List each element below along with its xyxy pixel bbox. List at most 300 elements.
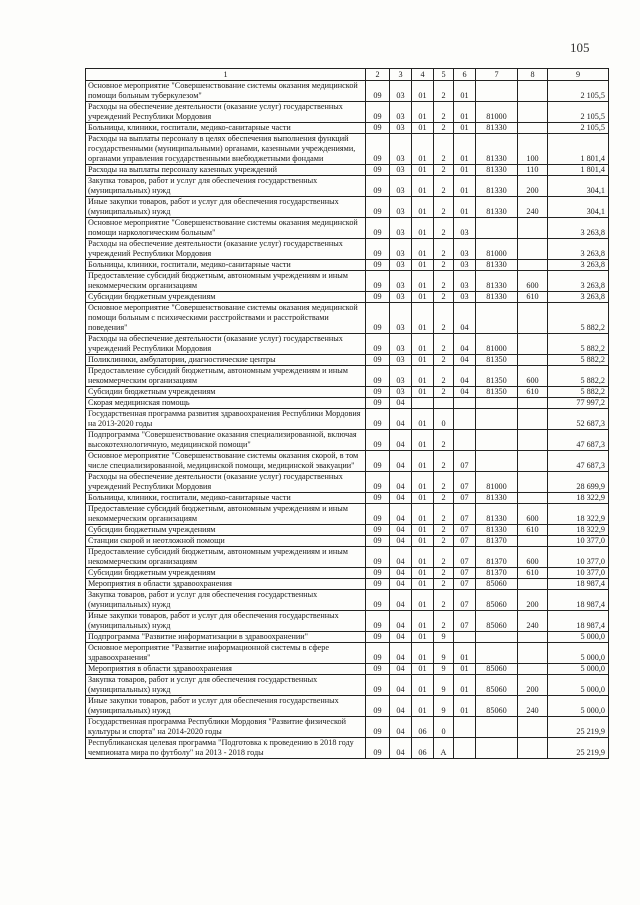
amount-cell: 5 882,2 (548, 334, 609, 355)
item-name-cell: Закупка товаров, работ и услуг для обеспечения государственных (муниципальных) нужд (86, 590, 366, 611)
ministry-code-cell: 09 (366, 260, 390, 271)
amount-cell: 3 263,8 (548, 292, 609, 303)
ministry-code-cell: 09 (366, 303, 390, 334)
subprogram-code-cell: 07 (454, 547, 476, 568)
ministry-code-cell: 09 (366, 355, 390, 366)
item-name-cell: Субсидии бюджетным учреждениям (86, 292, 366, 303)
section-code-cell: 04 (390, 632, 412, 643)
subprogram-code-cell: 01 (454, 102, 476, 123)
subprogram-code-cell (454, 632, 476, 643)
subprogram-code-cell: 07 (454, 451, 476, 472)
article-code-cell (476, 81, 518, 102)
expense-type-cell (518, 218, 548, 239)
article-code-cell: 81330 (476, 197, 518, 218)
subsection-code-cell: 01 (412, 472, 434, 493)
amount-cell: 47 687,3 (548, 451, 609, 472)
subprogram-code-cell: 01 (454, 675, 476, 696)
program-code-cell: 2 (434, 525, 454, 536)
amount-cell: 18 322,9 (548, 504, 609, 525)
subprogram-code-cell: 03 (454, 218, 476, 239)
expense-type-cell (518, 643, 548, 664)
subsection-code-cell: 01 (412, 611, 434, 632)
item-name-cell: Иные закупки товаров, работ и услуг для обеспечения государственных (муниципальных) нужд (86, 611, 366, 632)
section-code-cell: 04 (390, 493, 412, 504)
item-name-cell: Подпрограмма "Развитие информатизации в здравоохранении" (86, 632, 366, 643)
expense-type-cell (518, 664, 548, 675)
item-name-cell: Расходы на обеспечение деятельности (оказание услуг) государственных учреждений Республики Мордовия (86, 472, 366, 493)
subsection-code-cell: 01 (412, 590, 434, 611)
section-code-cell: 03 (390, 176, 412, 197)
item-name-cell: Больницы, клиники, госпитали, медико-санитарные части (86, 123, 366, 134)
subsection-code-cell: 06 (412, 738, 434, 759)
ministry-code-cell: 09 (366, 271, 390, 292)
section-code-cell: 03 (390, 292, 412, 303)
expense-type-cell (518, 472, 548, 493)
subprogram-code-cell: 07 (454, 504, 476, 525)
subsection-code-cell: 01 (412, 675, 434, 696)
amount-cell: 2 105,5 (548, 102, 609, 123)
subsection-code-cell: 06 (412, 717, 434, 738)
subprogram-code-cell: 04 (454, 355, 476, 366)
ministry-code-cell: 09 (366, 334, 390, 355)
table-row (86, 717, 609, 738)
program-code-cell: 2 (434, 239, 454, 260)
subsection-code-cell: 01 (412, 632, 434, 643)
expense-type-cell: 240 (518, 197, 548, 218)
subsection-code-cell: 01 (412, 525, 434, 536)
ministry-code-cell: 09 (366, 472, 390, 493)
section-code-cell: 03 (390, 134, 412, 165)
article-code-cell: 81330 (476, 292, 518, 303)
item-name-cell: Больницы, клиники, госпитали, медико-санитарные части (86, 260, 366, 271)
table-row (86, 134, 609, 165)
amount-cell: 47 687,3 (548, 430, 609, 451)
article-code-cell: 81000 (476, 239, 518, 260)
subsection-code-cell: 01 (412, 451, 434, 472)
subsection-code-cell: 01 (412, 176, 434, 197)
program-code-cell: 2 (434, 493, 454, 504)
expense-type-cell (518, 355, 548, 366)
header-cell: 5 (434, 69, 454, 81)
section-code-cell: 04 (390, 643, 412, 664)
amount-cell: 5 882,2 (548, 303, 609, 334)
subsection-code-cell: 01 (412, 430, 434, 451)
item-name-cell: Основное мероприятие "Совершенствование системы оказания скорой, в том числе специализированной, медицинской помощи, медицинской эвакуации" (86, 451, 366, 472)
amount-cell: 18 987,4 (548, 611, 609, 632)
section-code-cell: 03 (390, 303, 412, 334)
program-code-cell: 2 (434, 303, 454, 334)
amount-cell: 3 263,8 (548, 260, 609, 271)
table-row (86, 493, 609, 504)
ministry-code-cell: 09 (366, 430, 390, 451)
amount-cell: 10 377,0 (548, 568, 609, 579)
subprogram-code-cell: 07 (454, 525, 476, 536)
ministry-code-cell: 09 (366, 409, 390, 430)
subprogram-code-cell: 01 (454, 176, 476, 197)
section-code-cell: 04 (390, 451, 412, 472)
program-code-cell: 2 (434, 260, 454, 271)
table-row (86, 239, 609, 260)
article-code-cell (476, 632, 518, 643)
ministry-code-cell: 09 (366, 696, 390, 717)
article-code-cell: 81330 (476, 165, 518, 176)
subsection-code-cell: 01 (412, 271, 434, 292)
item-name-cell: Субсидии бюджетным учреждениям (86, 568, 366, 579)
section-code-cell: 04 (390, 579, 412, 590)
subprogram-code-cell: 01 (454, 81, 476, 102)
ministry-code-cell: 09 (366, 451, 390, 472)
ministry-code-cell: 09 (366, 239, 390, 260)
item-name-cell: Расходы на выплаты персоналу казенных учреждений (86, 165, 366, 176)
ministry-code-cell: 09 (366, 102, 390, 123)
amount-cell: 25 219,9 (548, 738, 609, 759)
amount-cell: 18 322,9 (548, 525, 609, 536)
expense-type-cell (518, 81, 548, 102)
article-code-cell: 81350 (476, 355, 518, 366)
subprogram-code-cell: 07 (454, 590, 476, 611)
subprogram-code-cell: 03 (454, 260, 476, 271)
article-code-cell: 81000 (476, 102, 518, 123)
expense-type-cell: 240 (518, 696, 548, 717)
ministry-code-cell: 09 (366, 134, 390, 165)
article-code-cell (476, 398, 518, 409)
expense-type-cell (518, 579, 548, 590)
item-name-cell: Предоставление субсидий бюджетным, автономным учреждениям и иным некоммерческим организациям (86, 366, 366, 387)
expense-type-cell: 600 (518, 547, 548, 568)
expense-type-cell (518, 123, 548, 134)
expense-type-cell (518, 398, 548, 409)
item-name-cell: Иные закупки товаров, работ и услуг для обеспечения государственных (муниципальных) нужд (86, 197, 366, 218)
article-code-cell: 81370 (476, 547, 518, 568)
subprogram-code-cell: 04 (454, 303, 476, 334)
subsection-code-cell: 01 (412, 197, 434, 218)
program-code-cell: 2 (434, 81, 454, 102)
amount-cell: 2 105,5 (548, 123, 609, 134)
item-name-cell: Государственная программа Республики Мордовия "Развитие физической культуры и спорта" на 2014-2020 годы (86, 717, 366, 738)
table-row (86, 547, 609, 568)
table-row (86, 409, 609, 430)
subprogram-code-cell: 07 (454, 611, 476, 632)
ministry-code-cell: 09 (366, 197, 390, 218)
ministry-code-cell: 09 (366, 738, 390, 759)
amount-cell: 3 263,8 (548, 271, 609, 292)
ministry-code-cell: 09 (366, 611, 390, 632)
article-code-cell: 81330 (476, 504, 518, 525)
expense-type-cell: 200 (518, 590, 548, 611)
section-code-cell: 04 (390, 430, 412, 451)
amount-cell: 5 000,0 (548, 675, 609, 696)
subprogram-code-cell: 01 (454, 643, 476, 664)
amount-cell: 5 000,0 (548, 643, 609, 664)
expense-type-cell: 240 (518, 611, 548, 632)
article-code-cell (476, 409, 518, 430)
table-row (86, 590, 609, 611)
item-name-cell: Расходы на обеспечение деятельности (оказание услуг) государственных учреждений Республики Мордовия (86, 334, 366, 355)
table-row (86, 271, 609, 292)
program-code-cell: 2 (434, 102, 454, 123)
table-row (86, 303, 609, 334)
article-code-cell: 85060 (476, 579, 518, 590)
section-code-cell: 03 (390, 165, 412, 176)
program-code-cell: 2 (434, 387, 454, 398)
article-code-cell: 81000 (476, 334, 518, 355)
table-row (86, 387, 609, 398)
header-cell: 3 (390, 69, 412, 81)
subprogram-code-cell: 07 (454, 536, 476, 547)
program-code-cell: 2 (434, 355, 454, 366)
subprogram-code-cell (454, 398, 476, 409)
ministry-code-cell: 09 (366, 632, 390, 643)
amount-cell: 3 263,8 (548, 239, 609, 260)
ministry-code-cell: 09 (366, 292, 390, 303)
article-code-cell: 85060 (476, 611, 518, 632)
subprogram-code-cell: 03 (454, 271, 476, 292)
item-name-cell: Основное мероприятие "Совершенствование системы оказания медицинской помощи наркологическим больным" (86, 218, 366, 239)
expense-type-cell (518, 260, 548, 271)
program-code-cell (434, 398, 454, 409)
table-row (86, 643, 609, 664)
section-code-cell: 03 (390, 239, 412, 260)
ministry-code-cell: 09 (366, 643, 390, 664)
program-code-cell: 9 (434, 664, 454, 675)
item-name-cell: Предоставление субсидий бюджетным, автономным учреждениям и иным некоммерческим организациям (86, 547, 366, 568)
amount-cell: 18 987,4 (548, 579, 609, 590)
amount-cell: 77 997,2 (548, 398, 609, 409)
item-name-cell: Подпрограмма "Совершенствование оказания специализированной, включая высокотехнологичную, медицинской помощи" (86, 430, 366, 451)
subsection-code-cell: 01 (412, 409, 434, 430)
article-code-cell: 81350 (476, 366, 518, 387)
section-code-cell: 04 (390, 409, 412, 430)
expense-type-cell (518, 717, 548, 738)
table-row (86, 664, 609, 675)
subsection-code-cell: 01 (412, 81, 434, 102)
program-code-cell: 0 (434, 717, 454, 738)
program-code-cell: 9 (434, 696, 454, 717)
expense-type-cell: 610 (518, 387, 548, 398)
article-code-cell (476, 643, 518, 664)
amount-cell: 25 219,9 (548, 717, 609, 738)
header-cell: 2 (366, 69, 390, 81)
table-header-row (86, 69, 609, 81)
subprogram-code-cell: 04 (454, 366, 476, 387)
subprogram-code-cell: 01 (454, 696, 476, 717)
subsection-code-cell: 01 (412, 260, 434, 271)
item-name-cell: Скорая медицинская помощь (86, 398, 366, 409)
table-row (86, 398, 609, 409)
amount-cell: 18 987,4 (548, 590, 609, 611)
subprogram-code-cell: 07 (454, 472, 476, 493)
program-code-cell: 9 (434, 675, 454, 696)
section-code-cell: 04 (390, 504, 412, 525)
section-code-cell: 03 (390, 81, 412, 102)
article-code-cell (476, 717, 518, 738)
subsection-code-cell: 01 (412, 568, 434, 579)
section-code-cell: 04 (390, 525, 412, 536)
table-row (86, 525, 609, 536)
table-row (86, 738, 609, 759)
item-name-cell: Основное мероприятие "Развитие информационной системы в сфере здравоохранения" (86, 643, 366, 664)
item-name-cell: Расходы на обеспечение деятельности (оказание услуг) государственных учреждений Республики Мордовия (86, 239, 366, 260)
ministry-code-cell: 09 (366, 81, 390, 102)
section-code-cell: 03 (390, 123, 412, 134)
subsection-code-cell: 01 (412, 292, 434, 303)
expense-type-cell: 610 (518, 292, 548, 303)
subsection-code-cell: 01 (412, 643, 434, 664)
program-code-cell: 2 (434, 176, 454, 197)
article-code-cell: 85060 (476, 664, 518, 675)
amount-cell: 304,1 (548, 176, 609, 197)
subsection-code-cell: 01 (412, 334, 434, 355)
ministry-code-cell: 09 (366, 123, 390, 134)
section-code-cell: 04 (390, 536, 412, 547)
article-code-cell: 81330 (476, 176, 518, 197)
item-name-cell: Мероприятия в области здравоохранения (86, 664, 366, 675)
article-code-cell: 81000 (476, 472, 518, 493)
amount-cell: 28 699,9 (548, 472, 609, 493)
ministry-code-cell: 09 (366, 590, 390, 611)
program-code-cell: 9 (434, 632, 454, 643)
article-code-cell: 81370 (476, 536, 518, 547)
subprogram-code-cell: 03 (454, 292, 476, 303)
program-code-cell: 2 (434, 611, 454, 632)
article-code-cell (476, 430, 518, 451)
amount-cell: 52 687,3 (548, 409, 609, 430)
section-code-cell: 03 (390, 218, 412, 239)
section-code-cell: 04 (390, 398, 412, 409)
item-name-cell: Субсидии бюджетным учреждениям (86, 525, 366, 536)
expense-type-cell (518, 632, 548, 643)
header-cell: 6 (454, 69, 476, 81)
expense-type-cell (518, 303, 548, 334)
subprogram-code-cell: 01 (454, 197, 476, 218)
article-code-cell: 81330 (476, 525, 518, 536)
subprogram-code-cell (454, 409, 476, 430)
amount-cell: 5 882,2 (548, 366, 609, 387)
item-name-cell: Закупка товаров, работ и услуг для обеспечения государственных (муниципальных) нужд (86, 675, 366, 696)
amount-cell: 2 105,5 (548, 81, 609, 102)
program-code-cell: 2 (434, 334, 454, 355)
article-code-cell (476, 451, 518, 472)
section-code-cell: 04 (390, 717, 412, 738)
program-code-cell: 2 (434, 134, 454, 165)
amount-cell: 10 377,0 (548, 536, 609, 547)
table-row (86, 197, 609, 218)
program-code-cell: 2 (434, 590, 454, 611)
article-code-cell: 81370 (476, 568, 518, 579)
ministry-code-cell: 09 (366, 547, 390, 568)
program-code-cell: 9 (434, 643, 454, 664)
subsection-code-cell: 01 (412, 218, 434, 239)
amount-cell: 5 000,0 (548, 696, 609, 717)
expense-type-cell (518, 102, 548, 123)
subprogram-code-cell: 07 (454, 493, 476, 504)
ministry-code-cell: 09 (366, 504, 390, 525)
section-code-cell: 04 (390, 675, 412, 696)
expense-type-cell: 100 (518, 134, 548, 165)
table-row (86, 696, 609, 717)
ministry-code-cell: 09 (366, 536, 390, 547)
item-name-cell: Основное мероприятие "Совершенствование системы оказания медицинской помощи больным туберкулезом" (86, 81, 366, 102)
subprogram-code-cell: 01 (454, 165, 476, 176)
program-code-cell: 2 (434, 165, 454, 176)
program-code-cell: 2 (434, 536, 454, 547)
subprogram-code-cell (454, 738, 476, 759)
program-code-cell: 2 (434, 271, 454, 292)
expense-type-cell (518, 451, 548, 472)
subsection-code-cell: 01 (412, 239, 434, 260)
amount-cell: 18 322,9 (548, 493, 609, 504)
header-cell: 7 (476, 69, 518, 81)
article-code-cell: 81330 (476, 123, 518, 134)
expense-type-cell (518, 493, 548, 504)
table-body (86, 81, 609, 759)
amount-cell: 10 377,0 (548, 547, 609, 568)
item-name-cell: Основное мероприятие "Совершенствование системы оказания медицинской помощи больным с психическими расстройствами и расстройствами поведения" (86, 303, 366, 334)
subsection-code-cell: 01 (412, 366, 434, 387)
subsection-code-cell: 01 (412, 134, 434, 165)
article-code-cell (476, 738, 518, 759)
expense-type-cell: 200 (518, 675, 548, 696)
program-code-cell: 2 (434, 292, 454, 303)
article-code-cell: 85060 (476, 590, 518, 611)
table-row (86, 568, 609, 579)
amount-cell: 5 000,0 (548, 632, 609, 643)
item-name-cell: Государственная программа развития здравоохранения Республики Мордовия на 2013-2020 годы (86, 409, 366, 430)
item-name-cell: Закупка товаров, работ и услуг для обеспечения государственных (муниципальных) нужд (86, 176, 366, 197)
ministry-code-cell: 09 (366, 675, 390, 696)
item-name-cell: Республиканская целевая программа "Подготовка к проведению в 2018 году чемпионата мира по футболу" на 2013 - 2018 годы (86, 738, 366, 759)
subprogram-code-cell: 04 (454, 334, 476, 355)
subsection-code-cell: 01 (412, 165, 434, 176)
subsection-code-cell: 01 (412, 536, 434, 547)
table-row (86, 579, 609, 590)
ministry-code-cell: 09 (366, 664, 390, 675)
ministry-code-cell: 09 (366, 165, 390, 176)
program-code-cell: 2 (434, 472, 454, 493)
section-code-cell: 04 (390, 590, 412, 611)
article-code-cell: 81330 (476, 493, 518, 504)
item-name-cell: Поликлиники, амбулатории, диагностические центры (86, 355, 366, 366)
section-code-cell: 03 (390, 271, 412, 292)
section-code-cell: 03 (390, 355, 412, 366)
ministry-code-cell: 09 (366, 218, 390, 239)
subsection-code-cell: 01 (412, 303, 434, 334)
program-code-cell: 2 (434, 579, 454, 590)
amount-cell: 5 000,0 (548, 664, 609, 675)
expense-type-cell: 610 (518, 568, 548, 579)
subsection-code-cell: 01 (412, 547, 434, 568)
program-code-cell: 2 (434, 547, 454, 568)
table-row (86, 165, 609, 176)
program-code-cell: 2 (434, 568, 454, 579)
item-name-cell: Мероприятия в области здравоохранения (86, 579, 366, 590)
subsection-code-cell: 01 (412, 493, 434, 504)
header-cell: 4 (412, 69, 434, 81)
program-code-cell: 2 (434, 197, 454, 218)
item-name-cell: Иные закупки товаров, работ и услуг для обеспечения государственных (муниципальных) нужд (86, 696, 366, 717)
subprogram-code-cell: 04 (454, 387, 476, 398)
program-code-cell: 2 (434, 123, 454, 134)
item-name-cell: Расходы на обеспечение деятельности (оказание услуг) государственных учреждений Республики Мордовия (86, 102, 366, 123)
ministry-code-cell: 09 (366, 176, 390, 197)
table-row (86, 451, 609, 472)
ministry-code-cell: 09 (366, 717, 390, 738)
item-name-cell: Больницы, клиники, госпитали, медико-санитарные части (86, 493, 366, 504)
amount-cell: 5 882,2 (548, 355, 609, 366)
expense-type-cell: 110 (518, 165, 548, 176)
page-number: 105 (570, 40, 590, 55)
header-cell: 8 (518, 69, 548, 81)
